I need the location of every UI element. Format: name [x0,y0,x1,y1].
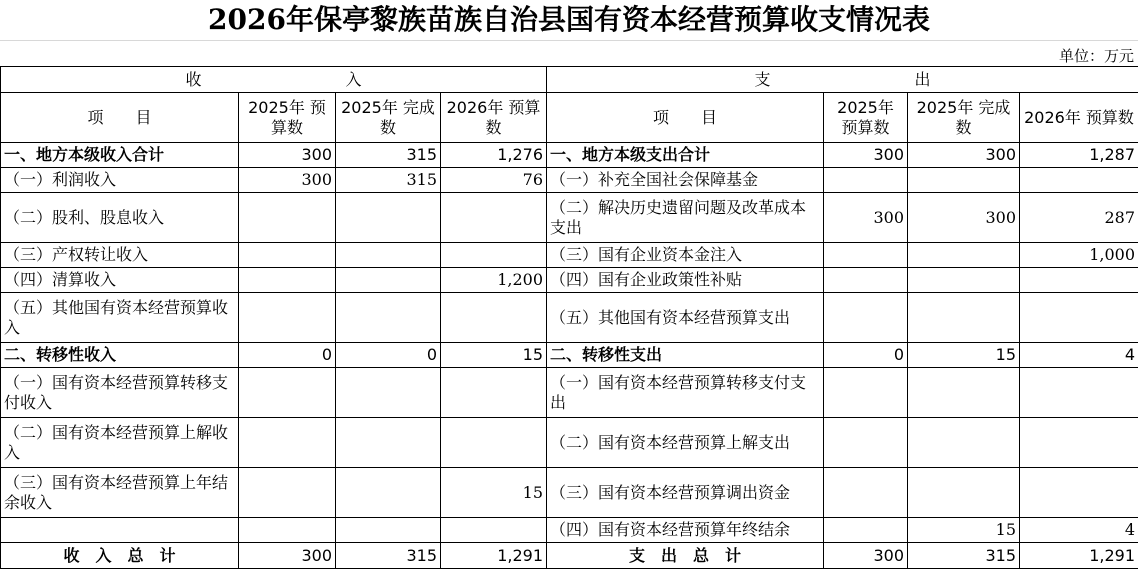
expense-value [824,468,908,518]
expense-value [824,268,908,293]
income-value [336,368,441,418]
table-row [1,193,1138,243]
income-col3-header: 2026年 预算数 [441,93,547,143]
table-row [1,468,1138,518]
expense-value [824,368,908,418]
expense-value [1020,368,1138,418]
income-value [441,293,547,343]
income-value: 1,200 [441,268,547,293]
income-value [336,193,441,243]
expense-value [908,418,1020,468]
income-item-label: （一）利润收入 [1,168,239,193]
expense-section-header: 支 出 [547,67,1138,93]
income-value: 315 [336,143,441,168]
income-value [239,518,336,543]
table-row [1,143,1138,168]
income-col2-header: 2025年 完成数 [336,93,441,143]
expense-item-label: （二）解决历史遗留问题及改革成本支出 [547,193,824,243]
expense-value [1020,168,1138,193]
section-header-row [1,67,1138,93]
income-item-label: （二）股利、股息收入 [1,193,239,243]
expense-value [824,293,908,343]
table-row [1,168,1138,193]
income-value [336,293,441,343]
expense-value: 15 [908,343,1020,368]
expense-item-label: 二、转移性支出 [547,343,824,368]
income-value: 0 [239,343,336,368]
expense-item-label: （一）补充全国社会保障基金 [547,168,824,193]
income-value: 0 [336,343,441,368]
unit-label: 单位：万元 [1059,46,1134,66]
income-total-value: 315 [336,543,441,569]
table-row [1,268,1138,293]
expense-col3-header: 2026年 预算数 [1020,93,1138,143]
expense-value [1020,418,1138,468]
income-value [336,418,441,468]
income-value [336,243,441,268]
income-item-label: 一、地方本级收入合计 [1,143,239,168]
expense-value: 0 [824,343,908,368]
expense-value [908,368,1020,418]
expense-value [908,168,1020,193]
expense-item-label: （三）国有企业资本金注入 [547,243,824,268]
income-value [239,268,336,293]
income-item-label: （一）国有资本经营预算转移支付收入 [1,368,239,418]
expense-value: 15 [908,518,1020,543]
expense-total-value: 1,291 [1020,543,1138,569]
expense-item-label: 一、地方本级支出合计 [547,143,824,168]
income-item-label: （五）其他国有资本经营预算收入 [1,293,239,343]
income-value [239,293,336,343]
expense-value [1020,293,1138,343]
table-row [1,243,1138,268]
income-item-label: 二、转移性收入 [1,343,239,368]
totals-row [1,543,1138,569]
income-value [239,368,336,418]
expense-value [908,293,1020,343]
income-section-header: 收 入 [1,67,547,93]
expense-value [908,243,1020,268]
expense-value [1020,468,1138,518]
income-value [441,368,547,418]
expense-item-label: （四）国有企业政策性补贴 [547,268,824,293]
expense-value [908,468,1020,518]
income-item-label: （三）产权转让收入 [1,243,239,268]
table-row [1,343,1138,368]
expense-value: 4 [1020,518,1138,543]
page-title: 2026年保亭黎族苗族自治县国有资本经营预算收支情况表 [0,0,1138,40]
income-value [239,418,336,468]
income-total-value: 1,291 [441,543,547,569]
income-value: 300 [239,168,336,193]
expense-item-label: （五）其他国有资本经营预算支出 [547,293,824,343]
expense-value [824,168,908,193]
income-value [441,518,547,543]
top-gridline [0,40,1138,67]
expense-value: 4 [1020,343,1138,368]
expense-total-value: 315 [908,543,1020,569]
table-row [1,518,1138,543]
expense-value: 300 [908,143,1020,168]
income-value [336,268,441,293]
income-col1-header: 2025年 预算数 [239,93,336,143]
table-row [1,293,1138,343]
income-item-header: 项 目 [1,93,239,143]
expense-total-value: 300 [824,543,908,569]
expense-item-label: （二）国有资本经营预算上解支出 [547,418,824,468]
expense-value: 287 [1020,193,1138,243]
income-item-label [1,518,239,543]
expense-value: 300 [824,143,908,168]
expense-value [1020,268,1138,293]
income-value [239,193,336,243]
income-value [239,243,336,268]
income-value: 1,276 [441,143,547,168]
expense-value: 300 [824,193,908,243]
expense-total-label: 支 出 总 计 [547,543,824,569]
expense-value [824,243,908,268]
income-value [239,468,336,518]
income-item-label: （三）国有资本经营预算上年结余收入 [1,468,239,518]
income-item-label: （二）国有资本经营预算上解收入 [1,418,239,468]
income-value: 315 [336,168,441,193]
table-row [1,418,1138,468]
income-value: 15 [441,343,547,368]
expense-item-header: 项 目 [547,93,824,143]
income-value: 300 [239,143,336,168]
income-value [441,418,547,468]
expense-item-label: （一）国有资本经营预算转移支付支出 [547,368,824,418]
expense-value: 1,000 [1020,243,1138,268]
column-header-row [1,93,1138,143]
expense-value [908,268,1020,293]
expense-value [824,518,908,543]
income-total-value: 300 [239,543,336,569]
expense-value: 1,287 [1020,143,1138,168]
income-value [336,468,441,518]
expense-value: 300 [908,193,1020,243]
income-value [336,518,441,543]
expense-col1-header: 2025年 预算数 [824,93,908,143]
table-row [1,368,1138,418]
expense-item-label: （四）国有资本经营预算年终结余 [547,518,824,543]
income-value: 15 [441,468,547,518]
expense-col2-header: 2025年 完成数 [908,93,1020,143]
income-value [441,193,547,243]
income-item-label: （四）清算收入 [1,268,239,293]
budget-table [0,66,1138,569]
income-total-label: 收 入 总 计 [1,543,239,569]
expense-item-label: （三）国有资本经营预算调出资金 [547,468,824,518]
expense-value [824,418,908,468]
income-value: 76 [441,168,547,193]
income-value [441,243,547,268]
